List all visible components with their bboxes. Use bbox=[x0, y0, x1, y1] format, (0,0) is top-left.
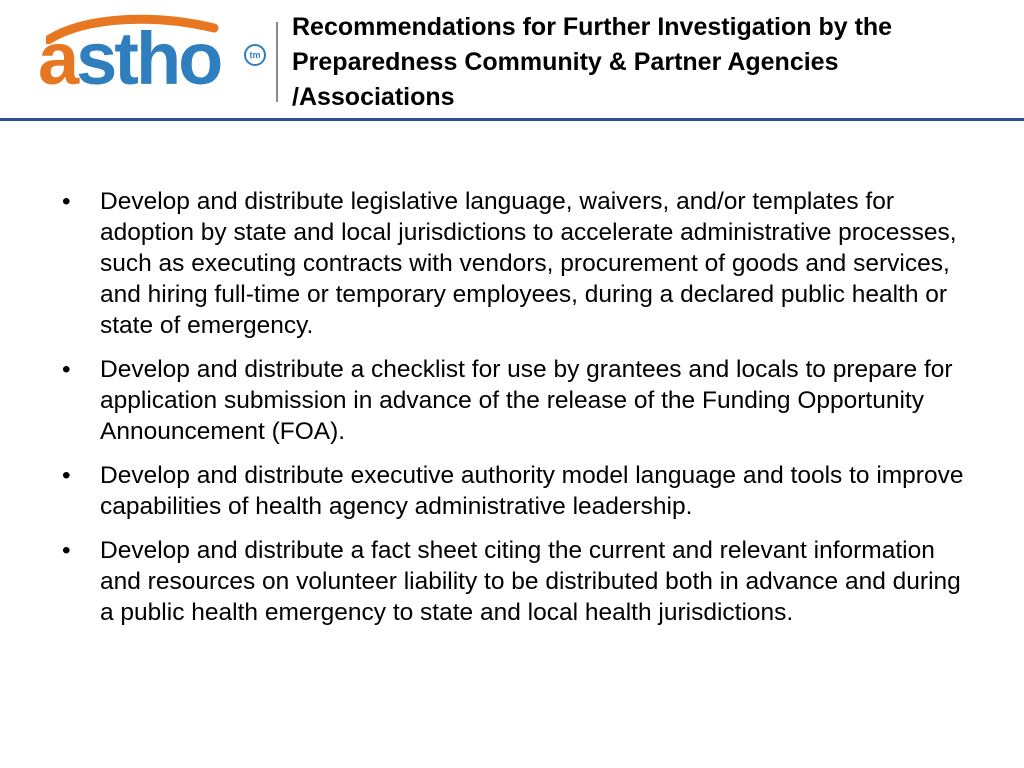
bullet-text: Develop and distribute a fact sheet citing the current and relevant information and resources on volunteer liability to be distributed both in advance and during a public health emergency to state and local health jurisdictions. bbox=[100, 537, 961, 626]
slide-header bbox=[0, 0, 1024, 122]
bullet-text: Develop and distribute a checklist for use by grantees and locals to prepare for application submission in advance of the release of the Funding Opportunity Announcement (FOA). bbox=[100, 356, 953, 445]
bullet-text: Develop and distribute legislative language, waivers, and/or templates for adoption by state and local jurisdictions to accelerate administrative processes, such as executing contracts with vendors, procurement of goods and services, and hiring full-time or temporary employees, during a declared public health or state of emergency. bbox=[100, 188, 957, 339]
bullet-text: Develop and distribute executive authority model language and tools to improve capabilities of health agency administrative leadership. bbox=[100, 462, 964, 520]
bullet-icon: • bbox=[62, 356, 71, 383]
bullet-item bbox=[56, 354, 976, 447]
bullet-icon: • bbox=[62, 462, 71, 489]
logo-trademark-icon: tm bbox=[244, 44, 266, 66]
bullet-item bbox=[56, 460, 976, 522]
header-divider bbox=[276, 22, 278, 102]
logo-wordmark: astho bbox=[38, 17, 221, 100]
header-rule bbox=[0, 118, 1024, 121]
slide-body bbox=[56, 186, 976, 641]
bullet-item bbox=[56, 535, 976, 628]
bullet-item bbox=[56, 186, 976, 341]
astho-logo bbox=[38, 14, 261, 100]
bullet-icon: • bbox=[62, 537, 71, 564]
slide-title: Recommendations for Further Investigation by the Preparedness Community & Partner Agencies /Associations bbox=[292, 13, 893, 111]
bullet-list bbox=[56, 186, 976, 628]
bullet-icon: • bbox=[62, 188, 71, 215]
